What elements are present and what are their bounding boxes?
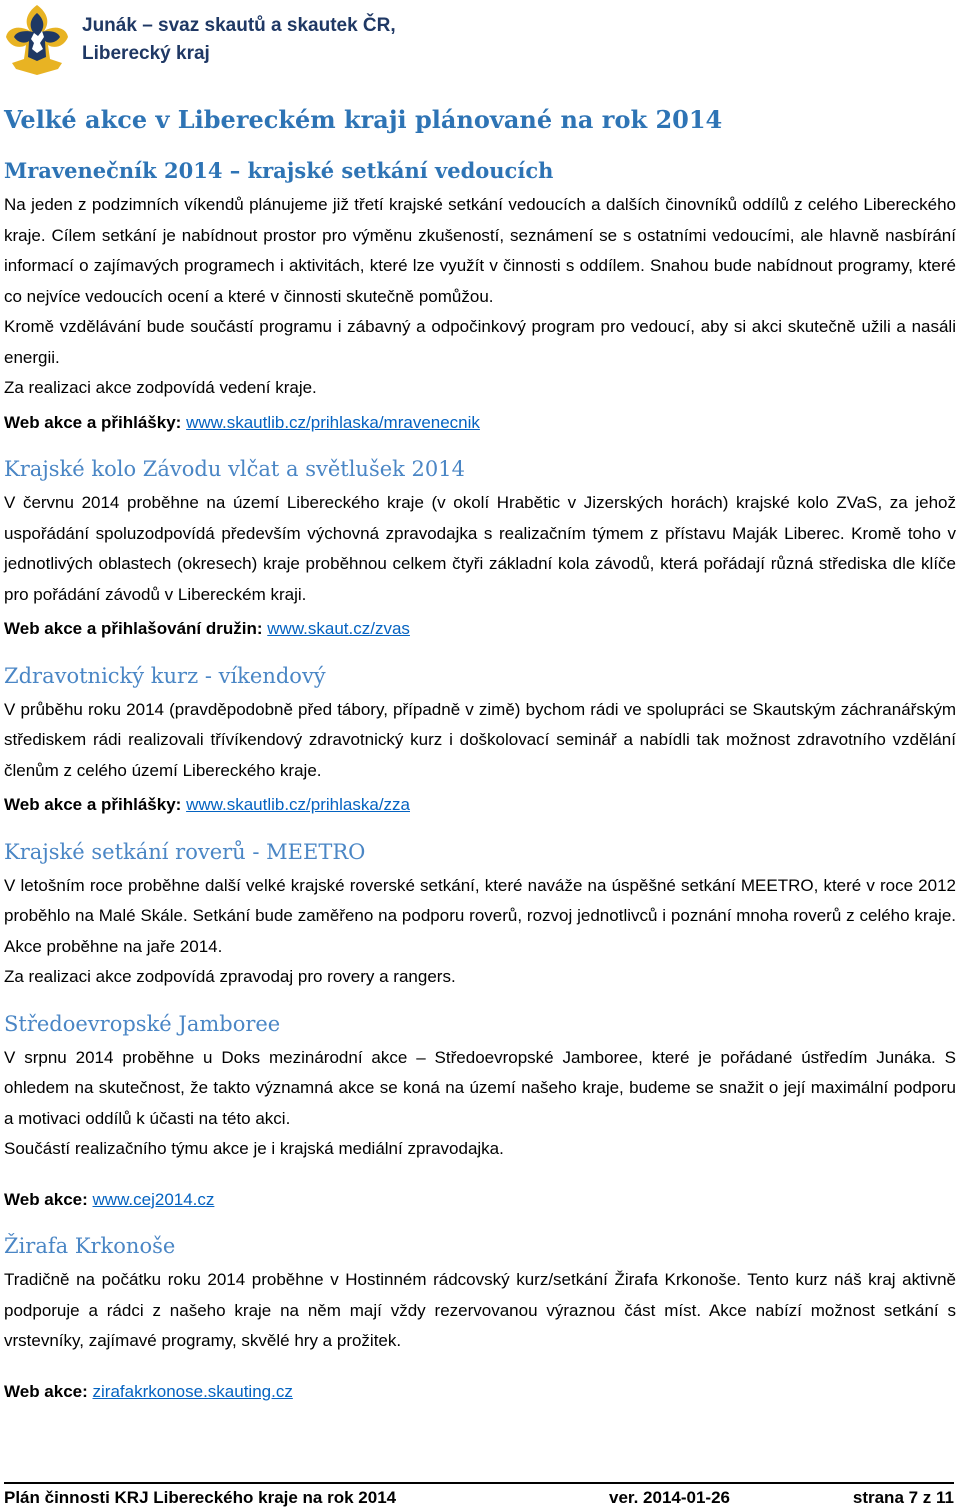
web-link[interactable]: www.cej2014.cz bbox=[92, 1189, 215, 1209]
paragraph: Tradičně na počátku roku 2014 proběhne v Hostinném rádcovský kurz/setkání Žirafa Krkonoše. Tento kurz náš kraj aktivně podporuje a rádci z našeho kraje na něm mají vždy rezervovanou výraznou část míst. Akce nabízí možnost setkání s vrstevníky, zajímavé programy, skvělé hry a prožitek. bbox=[4, 1270, 956, 1350]
web-link[interactable]: www.skautlib.cz/prihlaska/zza bbox=[186, 795, 410, 814]
paragraph: V průběhu roku 2014 (pravděpodobně před tábory, případně v zimě) bychom rádi ve spolupráci se Skautským záchranářským střediskem rádi realizovali třívíkendový zdravotnický kurz i doškolovací seminář a nabídli tak možnost zdravotního vzdělání členům z celého území Libereckého kraje. bbox=[4, 699, 956, 780]
web-line bbox=[4, 790, 956, 821]
web-label: Web akce a přihlašování družin: bbox=[4, 619, 263, 638]
section-heading: Žirafa Krkonoše bbox=[4, 1234, 176, 1258]
section-jamboree bbox=[4, 1009, 956, 1216]
paragraph: V letošním roce proběhne další velké krajské roverské setkání, které naváže na úspěšné setkání MEETRO, které v roce 2012 proběhlo na Malé Skále. Setkání bude zaměřeno na podporu roverů, rozvoj jednotlivců i poznání mnoha roverů z celého kraje. Akce proběhne na jaře 2014. bbox=[4, 875, 956, 956]
document-body bbox=[4, 104, 956, 1407]
paragraph: Součástí realizačního týmu akce je i krajská mediální zpravodajka. bbox=[4, 1139, 504, 1158]
paragraph: Kromě vzdělávání bude součástí programu i zábavný a odpočinkový program pro vedoucí, aby si akci skutečně užili a nasáli energii. bbox=[4, 317, 956, 367]
paragraph: Na jeden z podzimních víkendů plánujeme již třetí krajské setkání vedoucích a dalších činovníků oddílů z celého Libereckého kraje. Cílem setkání je nabídnout prostor pro výměnu zkušeností, seznámení se s ostatními vedoucími, ale hlavně nasbírání informací o zajímavých programech i aktivitách, které lze využít v činnosti s oddílem. Snahou bude nabídnout programy, které co nejvíce vedoucích ocení a které v činnosti skutečně pomůžou. bbox=[4, 195, 956, 306]
section-heading: Krajské kolo Závodu vlčat a světlušek 2014 bbox=[4, 457, 465, 481]
section-meetro bbox=[4, 837, 956, 993]
section-heading: Krajské setkání roverů - MEETRO bbox=[4, 839, 366, 864]
section-zdravotnicky-kurz bbox=[4, 661, 956, 821]
web-link[interactable]: www.skaut.cz/zvas bbox=[267, 619, 410, 638]
web-label: Web akce a přihlášky: bbox=[4, 412, 182, 432]
section-mravenecnik bbox=[4, 156, 956, 438]
org-line-2: Liberecký kraj bbox=[82, 43, 210, 64]
footer-version: ver. 2014-01-26 bbox=[609, 1488, 730, 1507]
page-footer bbox=[4, 1482, 954, 1508]
paragraph: Za realizaci akce zodpovídá zpravodaj pro rovery a rangers. bbox=[4, 967, 456, 986]
footer-page-number: strana 7 z 11 bbox=[852, 1488, 954, 1507]
section-heading: Mravenečník 2014 – krajské setkání vedoucích bbox=[4, 158, 554, 183]
section-heading: Zdravotnický kurz - víkendový bbox=[4, 663, 326, 688]
paragraph: V srpnu 2014 proběhne u Doks mezinárodní akce – Středoevropské Jamboree, které je pořádané ústředím Junáka. S ohledem na skutečnost, že takto významná akce se koná na území našeho kraje, budeme se snažit o její maximální podporu a motivaci oddílů k účasti na této akci. bbox=[4, 1047, 956, 1128]
web-line bbox=[4, 614, 956, 645]
web-label: Web akce: bbox=[4, 1189, 88, 1209]
paragraph: V červnu 2014 proběhne na území Libereckého kraje (v okolí Hrabětic v Jizerských horách) krajské kolo ZVaS, za jehož uspořádání spoluzodpovídá především výchovná zpravodajka s realizačním týmem z přístavu Maják Liberec. Kromě toho v jednotlivých oblastech (okresech) kraje proběhnou celkem čtyři základní kola závodů, která pořádají různá střediska dle klíče pro pořádání závodů v Libereckém kraji. bbox=[4, 493, 956, 604]
scout-lily-logo-icon bbox=[4, 3, 70, 77]
web-label: Web akce a přihlášky: bbox=[4, 795, 182, 814]
web-label: Web akce: bbox=[4, 1381, 88, 1401]
organization-name bbox=[82, 12, 396, 68]
org-line-1: Junák – svaz skautů a skautek ČR, bbox=[82, 15, 396, 36]
web-line bbox=[4, 1185, 956, 1216]
web-link[interactable]: www.skautlib.cz/prihlaska/mravenecnik bbox=[186, 412, 480, 432]
section-zirafa bbox=[4, 1231, 956, 1407]
web-link[interactable]: zirafakrkonose.skauting.cz bbox=[92, 1381, 293, 1401]
section-zvas bbox=[4, 454, 956, 645]
page-title: Velké akce v Libereckém kraji plánované na rok 2014 bbox=[4, 105, 723, 134]
web-line bbox=[4, 1377, 956, 1408]
footer-document-title: Plán činnosti KRJ Libereckého kraje na rok 2014 bbox=[4, 1488, 397, 1507]
web-line bbox=[4, 408, 956, 439]
page-header bbox=[0, 0, 960, 80]
paragraph: Za realizaci akce zodpovídá vedení kraje. bbox=[4, 378, 317, 397]
section-heading: Středoevropské Jamboree bbox=[4, 1011, 281, 1036]
